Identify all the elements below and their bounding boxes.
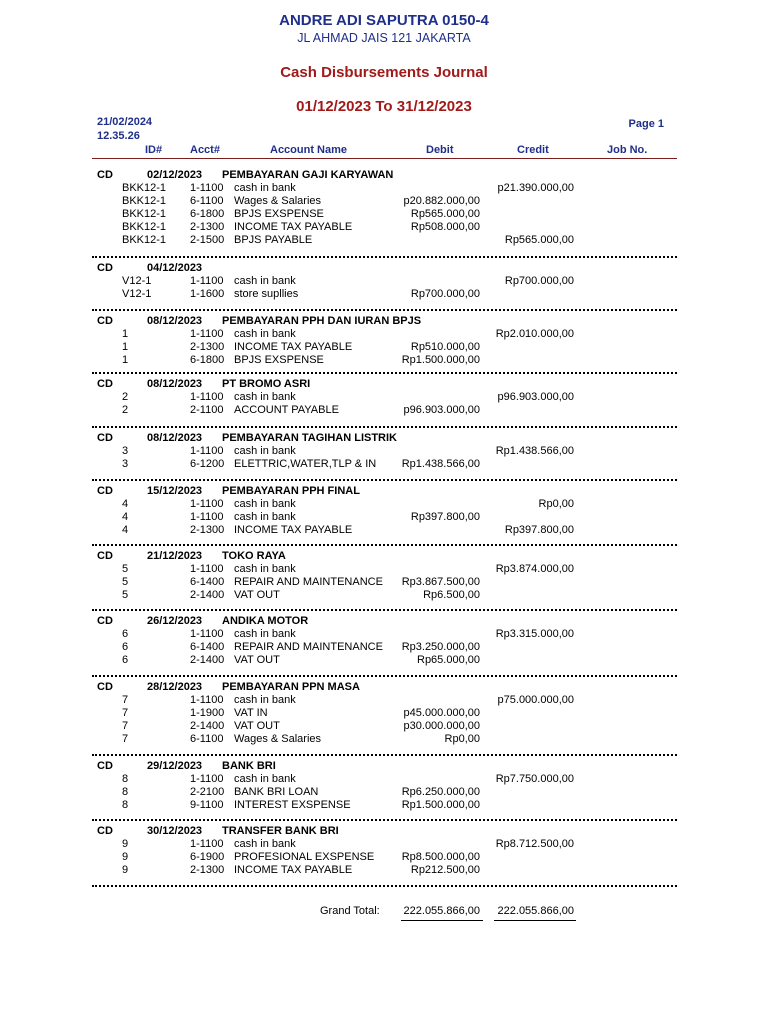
line-account-name: VAT OUT — [234, 654, 280, 666]
line-acct: 2-1300 — [190, 864, 225, 876]
line-acct: 6-1800 — [190, 208, 225, 220]
line-account-name: cash in bank — [234, 694, 296, 706]
line-acct: 1-1100 — [190, 694, 224, 706]
line-account-name: INCOME TAX PAYABLE — [234, 341, 353, 353]
line-debit: Rp3.250.000,00 — [401, 641, 480, 653]
line-credit: Rp3.874.000,00 — [495, 563, 574, 575]
line-acct: 2-1500 — [190, 234, 225, 246]
line-id: 9 — [122, 864, 129, 876]
table-row — [0, 628, 768, 641]
line-id: 9 — [122, 851, 129, 863]
entry-separator — [92, 885, 677, 887]
line-acct: 1-1100 — [190, 773, 224, 785]
table-row — [0, 221, 768, 234]
entry-header-row — [0, 169, 768, 182]
company-name: ANDRE ADI SAPUTRA 0150-4 — [279, 12, 489, 29]
entry-description: PEMBAYARAN TAGIHAN LISTRIK — [222, 432, 397, 444]
line-acct: 6-1100 — [190, 733, 224, 745]
grand-total-credit-underline — [494, 920, 576, 921]
table-row — [0, 208, 768, 221]
line-account-name: cash in bank — [234, 773, 296, 785]
table-row — [0, 511, 768, 524]
line-debit: Rp212.500,00 — [410, 864, 480, 876]
line-account-name: BANK BRI LOAN — [234, 786, 319, 798]
table-row — [0, 288, 768, 301]
line-acct: 2-1300 — [190, 524, 225, 536]
company-address: JL AHMAD JAIS 121 JAKARTA — [297, 31, 471, 45]
table-row — [0, 851, 768, 864]
line-account-name: cash in bank — [234, 563, 296, 575]
entry-separator — [92, 819, 677, 821]
table-row — [0, 786, 768, 799]
line-acct: 1-1100 — [190, 391, 224, 403]
line-credit: Rp565.000,00 — [504, 234, 574, 246]
entry-header-row — [0, 378, 768, 391]
line-id: BKK12-1 — [122, 221, 167, 233]
entry-description: PT BROMO ASRI — [222, 378, 311, 390]
line-account-name: ACCOUNT PAYABLE — [234, 404, 339, 416]
line-id: 4 — [122, 511, 129, 523]
line-id: 3 — [122, 445, 129, 457]
entry-date: 02/12/2023 — [147, 169, 203, 181]
entry-separator — [92, 372, 677, 374]
entry-separator — [92, 309, 677, 311]
line-credit: Rp1.438.566,00 — [495, 445, 574, 457]
line-account-name: cash in bank — [234, 838, 296, 850]
table-row — [0, 733, 768, 746]
entry-separator — [92, 544, 677, 546]
line-id: 7 — [122, 720, 129, 732]
entry-type: CD — [97, 681, 113, 693]
line-acct: 1-1100 — [190, 511, 224, 523]
entry-header-row — [0, 315, 768, 328]
entry-description: BANK BRI — [222, 760, 276, 772]
line-debit: Rp1.438.566,00 — [401, 458, 480, 470]
grand-total-credit: 222.055.866,00 — [497, 905, 574, 917]
line-acct: 2-1400 — [190, 720, 225, 732]
table-row — [0, 576, 768, 589]
table-row — [0, 589, 768, 602]
line-acct: 2-1400 — [190, 654, 225, 666]
line-debit: Rp1.500.000,00 — [401, 799, 480, 811]
line-id: 1 — [122, 354, 129, 366]
line-id: 8 — [122, 786, 129, 798]
line-credit: Rp700.000,00 — [504, 275, 574, 287]
line-account-name: cash in bank — [234, 182, 296, 194]
entry-description: ANDIKA MOTOR — [222, 615, 309, 627]
line-account-name: BPJS PAYABLE — [234, 234, 313, 246]
table-row — [0, 182, 768, 195]
column-header-debit: Debit — [426, 144, 454, 156]
table-row — [0, 654, 768, 667]
line-id: 4 — [122, 524, 129, 536]
line-id: 9 — [122, 838, 129, 850]
line-id: 6 — [122, 628, 129, 640]
line-account-name: INCOME TAX PAYABLE — [234, 864, 353, 876]
entry-header-row — [0, 760, 768, 773]
line-account-name: ELETTRIC,WATER,TLP & IN — [234, 458, 377, 470]
table-row — [0, 195, 768, 208]
line-acct: 2-1300 — [190, 341, 225, 353]
entry-separator — [92, 426, 677, 428]
line-id: 8 — [122, 773, 129, 785]
table-row — [0, 328, 768, 341]
line-debit: Rp6.500,00 — [423, 589, 480, 601]
line-account-name: VAT OUT — [234, 720, 280, 732]
line-credit: Rp0,00 — [538, 498, 574, 510]
line-account-name: PROFESIONAL EXSPENSE — [234, 851, 375, 863]
line-account-name: store supllies — [234, 288, 299, 300]
line-debit: Rp1.500.000,00 — [401, 354, 480, 366]
table-row — [0, 838, 768, 851]
line-acct: 1-1100 — [190, 838, 224, 850]
line-account-name: cash in bank — [234, 275, 296, 287]
line-account-name: VAT IN — [234, 707, 268, 719]
table-row — [0, 354, 768, 367]
table-row — [0, 498, 768, 511]
line-debit: Rp3.867.500,00 — [401, 576, 480, 588]
line-debit: Rp65.000,00 — [417, 654, 480, 666]
line-credit: Rp8.712.500,00 — [495, 838, 574, 850]
line-acct: 6-1800 — [190, 354, 225, 366]
line-id: 7 — [122, 707, 129, 719]
entry-header-row — [0, 615, 768, 628]
line-id: 6 — [122, 641, 129, 653]
line-account-name: cash in bank — [234, 445, 296, 457]
column-header-id: ID# — [145, 144, 163, 156]
column-header-job: Job No. — [607, 144, 648, 156]
line-acct: 2-1400 — [190, 589, 225, 601]
table-row — [0, 563, 768, 576]
grand-total-debit: 222.055.866,00 — [403, 905, 480, 917]
line-id: 2 — [122, 391, 129, 403]
entry-description: TOKO RAYA — [222, 550, 286, 562]
line-debit: p96.903.000,00 — [403, 404, 480, 416]
line-acct: 6-1400 — [190, 576, 225, 588]
line-acct: 1-1100 — [190, 328, 224, 340]
entry-type: CD — [97, 378, 113, 390]
line-credit: Rp397.800,00 — [504, 524, 574, 536]
line-debit: Rp8.500.000,00 — [401, 851, 480, 863]
line-account-name: BPJS EXSPENSE — [234, 208, 324, 220]
line-account-name: cash in bank — [234, 628, 296, 640]
table-row — [0, 234, 768, 247]
line-acct: 1-1100 — [190, 498, 224, 510]
line-debit: Rp700.000,00 — [410, 288, 480, 300]
line-debit: p45.000.000,00 — [403, 707, 480, 719]
line-credit: p21.390.000,00 — [497, 182, 574, 194]
print-time: 12.35.26 — [97, 130, 140, 142]
entry-type: CD — [97, 262, 113, 274]
line-id: 1 — [122, 328, 129, 340]
line-account-name: REPAIR AND MAINTENANCE — [234, 576, 383, 588]
line-id: 2 — [122, 404, 129, 416]
page-number: Page 1 — [628, 118, 664, 130]
entry-description: PEMBAYARAN PPH DAN IURAN BPJS — [222, 315, 422, 327]
report-period: 01/12/2023 To 31/12/2023 — [296, 98, 472, 115]
line-debit: Rp397.800,00 — [410, 511, 480, 523]
column-header-credit: Credit — [517, 144, 549, 156]
entry-header-row — [0, 485, 768, 498]
line-acct: 6-1200 — [190, 458, 225, 470]
line-acct: 6-1100 — [190, 195, 224, 207]
line-account-name: cash in bank — [234, 328, 296, 340]
entry-separator — [92, 256, 677, 258]
entry-description: PEMBAYARAN PPH FINAL — [222, 485, 360, 497]
entry-date: 15/12/2023 — [147, 485, 203, 497]
line-debit: Rp0,00 — [444, 733, 480, 745]
column-header-acct: Acct# — [190, 144, 220, 156]
entry-date: 30/12/2023 — [147, 825, 203, 837]
report-title: Cash Disbursements Journal — [280, 64, 488, 81]
line-acct: 2-1300 — [190, 221, 225, 233]
line-debit: Rp6.250.000,00 — [401, 786, 480, 798]
entry-separator — [92, 609, 677, 611]
entry-type: CD — [97, 550, 113, 562]
entry-separator — [92, 479, 677, 481]
entry-header-row — [0, 681, 768, 694]
table-row — [0, 445, 768, 458]
line-id: 1 — [122, 341, 129, 353]
entry-type: CD — [97, 169, 113, 181]
header-divider — [92, 158, 677, 159]
entry-type: CD — [97, 432, 113, 444]
line-id: 4 — [122, 498, 129, 510]
line-id: BKK12-1 — [122, 195, 167, 207]
line-acct: 1-1100 — [190, 563, 224, 575]
line-debit: Rp508.000,00 — [410, 221, 480, 233]
table-row — [0, 864, 768, 877]
line-id: 6 — [122, 654, 129, 666]
entry-header-row — [0, 550, 768, 563]
entry-date: 08/12/2023 — [147, 378, 203, 390]
line-id: 8 — [122, 799, 129, 811]
entry-type: CD — [97, 615, 113, 627]
line-account-name: cash in bank — [234, 498, 296, 510]
line-account-name: cash in bank — [234, 511, 296, 523]
table-row — [0, 773, 768, 786]
table-row — [0, 404, 768, 417]
line-acct: 1-1100 — [190, 628, 224, 640]
line-acct: 6-1900 — [190, 851, 225, 863]
entry-separator — [92, 754, 677, 756]
entry-date: 26/12/2023 — [147, 615, 203, 627]
line-account-name: INTEREST EXSPENSE — [234, 799, 351, 811]
line-id: BKK12-1 — [122, 234, 167, 246]
line-account-name: INCOME TAX PAYABLE — [234, 221, 353, 233]
line-acct: 2-1100 — [190, 404, 224, 416]
line-id: BKK12-1 — [122, 208, 167, 220]
entry-type: CD — [97, 485, 113, 497]
line-credit: Rp3.315.000,00 — [495, 628, 574, 640]
entry-type: CD — [97, 825, 113, 837]
line-credit: p75.000.000,00 — [497, 694, 574, 706]
table-row — [0, 391, 768, 404]
line-acct: 1-1100 — [190, 182, 224, 194]
table-row — [0, 720, 768, 733]
line-acct: 6-1400 — [190, 641, 225, 653]
line-acct: 1-1100 — [190, 275, 224, 287]
line-id: 5 — [122, 589, 129, 601]
grand-total-debit-underline — [401, 920, 483, 921]
table-row — [0, 641, 768, 654]
line-id: 5 — [122, 576, 129, 588]
line-debit: p30.000.000,00 — [403, 720, 480, 732]
line-account-name: VAT OUT — [234, 589, 280, 601]
grand-total-label: Grand Total: — [320, 905, 380, 917]
entry-header-row — [0, 262, 768, 275]
line-debit: Rp565.000,00 — [410, 208, 480, 220]
line-debit: p20.882.000,00 — [403, 195, 480, 207]
table-row — [0, 524, 768, 537]
table-row — [0, 341, 768, 354]
table-row — [0, 707, 768, 720]
line-account-name: BPJS EXSPENSE — [234, 354, 324, 366]
line-account-name: REPAIR AND MAINTENANCE — [234, 641, 383, 653]
line-id: 3 — [122, 458, 129, 470]
line-debit: Rp510.000,00 — [410, 341, 480, 353]
line-acct: 1-1600 — [190, 288, 225, 300]
line-credit: Rp7.750.000,00 — [495, 773, 574, 785]
line-acct: 9-1100 — [190, 799, 224, 811]
line-id: V12-1 — [122, 275, 152, 287]
entry-date: 29/12/2023 — [147, 760, 203, 772]
column-header-account-name: Account Name — [270, 144, 348, 156]
line-id: 7 — [122, 694, 129, 706]
line-account-name: Wages & Salaries — [234, 733, 322, 745]
entry-description: TRANSFER BANK BRI — [222, 825, 339, 837]
entry-separator — [92, 675, 677, 677]
line-account-name: INCOME TAX PAYABLE — [234, 524, 353, 536]
entry-description: PEMBAYARAN GAJI KARYAWAN — [222, 169, 394, 181]
line-id: 7 — [122, 733, 129, 745]
line-acct: 1-1900 — [190, 707, 225, 719]
print-date: 21/02/2024 — [97, 116, 153, 128]
line-acct: 2-2100 — [190, 786, 225, 798]
line-id: 5 — [122, 563, 129, 575]
entry-header-row — [0, 432, 768, 445]
entry-date: 04/12/2023 — [147, 262, 203, 274]
line-acct: 1-1100 — [190, 445, 224, 457]
line-credit: Rp2.010.000,00 — [495, 328, 574, 340]
entry-type: CD — [97, 760, 113, 772]
line-credit: p96.903.000,00 — [497, 391, 574, 403]
table-row — [0, 799, 768, 812]
entry-date: 08/12/2023 — [147, 315, 203, 327]
table-row — [0, 694, 768, 707]
line-account-name: cash in bank — [234, 391, 296, 403]
table-row — [0, 275, 768, 288]
entry-date: 21/12/2023 — [147, 550, 203, 562]
line-id: V12-1 — [122, 288, 152, 300]
entry-description: PEMBAYARAN PPN MASA — [222, 681, 360, 693]
line-account-name: Wages & Salaries — [234, 195, 322, 207]
entry-date: 28/12/2023 — [147, 681, 203, 693]
entry-type: CD — [97, 315, 113, 327]
table-row — [0, 458, 768, 471]
entry-date: 08/12/2023 — [147, 432, 203, 444]
line-id: BKK12-1 — [122, 182, 167, 194]
entry-header-row — [0, 825, 768, 838]
